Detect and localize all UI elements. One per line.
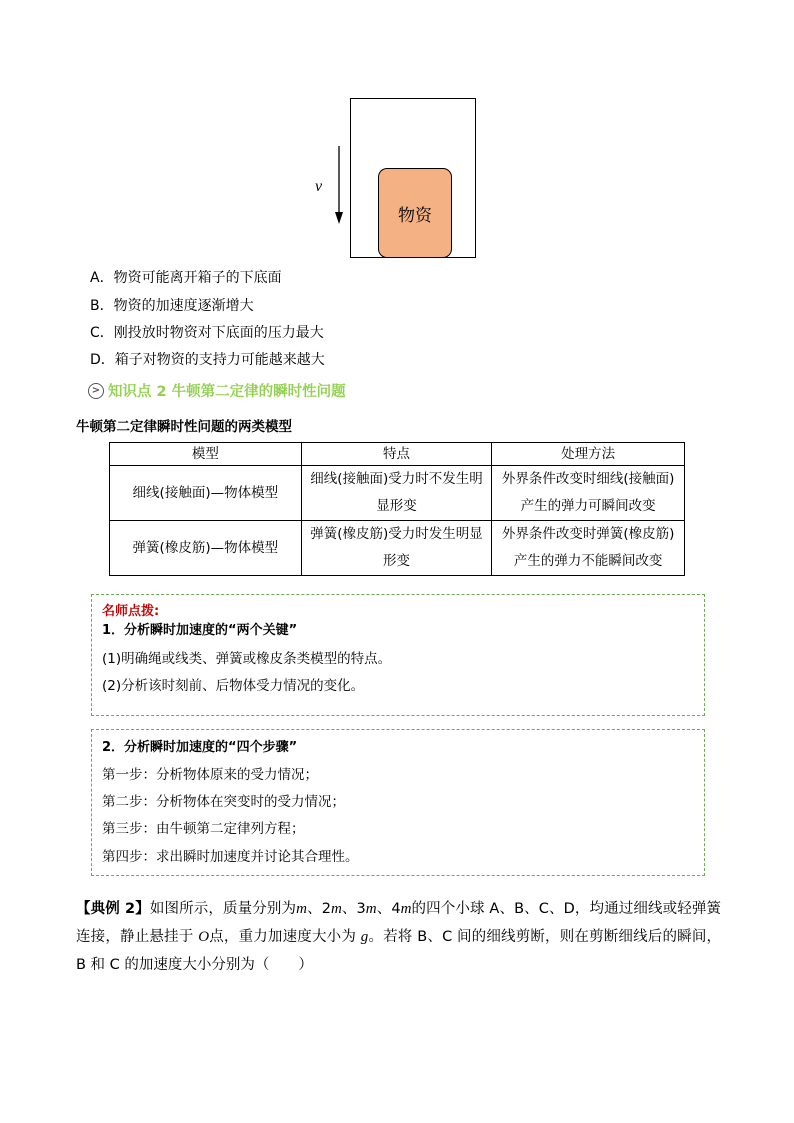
cell-model: 弹簧(橡皮筋)—物体模型	[110, 521, 302, 576]
header-feature: 特点	[301, 443, 492, 466]
tips-section1-line: (2)分析该时刻前、后物体受力情况的变化。	[102, 678, 365, 694]
option-c: C．刚投放时物资对下底面的压力最大	[90, 325, 324, 341]
table-header-row	[110, 443, 685, 466]
cell-method	[492, 466, 685, 521]
models-table	[109, 442, 685, 576]
arrow-circle-icon: >	[88, 383, 104, 399]
cell-feature-line2: 显形变	[376, 498, 417, 514]
header-method: 处理方法	[492, 443, 685, 466]
cell-feature-line1: 弹簧(橡皮筋)受力时发生明显	[310, 526, 483, 542]
cell-method-line2: 产生的弹力可瞬间改变	[520, 498, 656, 514]
knowledge-point-heading	[88, 380, 346, 401]
header-model: 模型	[110, 443, 302, 466]
cell-method-line1: 外界条件改变时细线(接触面)	[501, 471, 675, 487]
example-text: 点，重力加速度大小为	[209, 929, 361, 945]
knowledge-point-title: 知识点 2 牛顿第二定律的瞬时性问题	[108, 384, 346, 400]
example-var: g	[360, 929, 369, 945]
tips-section2-title: 2．分析瞬时加速度的“四个步骤”	[102, 740, 298, 755]
example-text: 、2	[306, 901, 331, 917]
cell-feature-line2: 形变	[382, 553, 410, 569]
tips-section1-title: 1．分析瞬时加速度的“两个关键”	[102, 623, 298, 638]
cell-method	[492, 521, 685, 576]
example-text: 如图所示，质量分别为	[149, 901, 297, 917]
cargo-label: 物资	[398, 205, 432, 226]
table-row	[110, 521, 685, 576]
tips-section2-line: 第三步：由牛顿第二定律列方程；	[102, 821, 305, 837]
cell-feature	[301, 521, 492, 576]
example-text: 、4	[376, 901, 401, 917]
option-b: B．物资的加速度逐渐增大	[90, 298, 254, 314]
table-row	[110, 466, 685, 521]
cargo-block	[378, 168, 452, 258]
example-var: m	[330, 901, 342, 917]
cell-feature-line1: 细线(接触面)受力时不发生明	[310, 471, 483, 487]
tips-section2-line: 第四步：求出瞬时加速度并讨论其合理性。	[102, 849, 359, 865]
tips-section2-line: 第二步：分析物体在突变时的受力情况；	[102, 794, 345, 810]
example-var: m	[400, 901, 412, 917]
option-d: D．箱子对物资的支持力可能越来越大	[90, 352, 325, 368]
tips-label: 名师点拨:	[102, 604, 160, 619]
option-a: A．物资可能离开箱子的下底面	[90, 270, 282, 286]
example-text: 、3	[341, 901, 366, 917]
cell-model: 细线(接触面)—物体模型	[110, 466, 302, 521]
example-text: 的四个小球 A、B、C、D，均通过细线或轻弹簧连接，静止悬挂于	[76, 901, 722, 945]
example-var: m	[296, 901, 307, 917]
cell-method-line1: 外界条件改变时弹簧(橡皮筋)	[501, 526, 675, 542]
tips-section1-line: (1)明确绳或线类、弹簧或橡皮条类模型的特点。	[102, 651, 392, 667]
cell-method-line2: 产生的弹力不能瞬间改变	[513, 553, 663, 569]
table-caption: 牛顿第二定律瞬时性问题的两类模型	[76, 419, 292, 435]
example-tag: 【典例 2】	[76, 901, 150, 917]
example-var: m	[365, 901, 377, 917]
velocity-label: v	[315, 178, 323, 195]
velocity-arrow-icon	[333, 146, 345, 226]
example-text: 。若将 B、C 间的细线剪断，则在剪断细线后的瞬间，B 和 C 的加速度大小分别为（ ）	[76, 929, 721, 973]
tips-section2-line: 第一步：分析物体原来的受力情况；	[102, 767, 318, 783]
example-question	[76, 895, 721, 979]
cell-feature	[301, 466, 492, 521]
example-var: O	[198, 929, 210, 945]
